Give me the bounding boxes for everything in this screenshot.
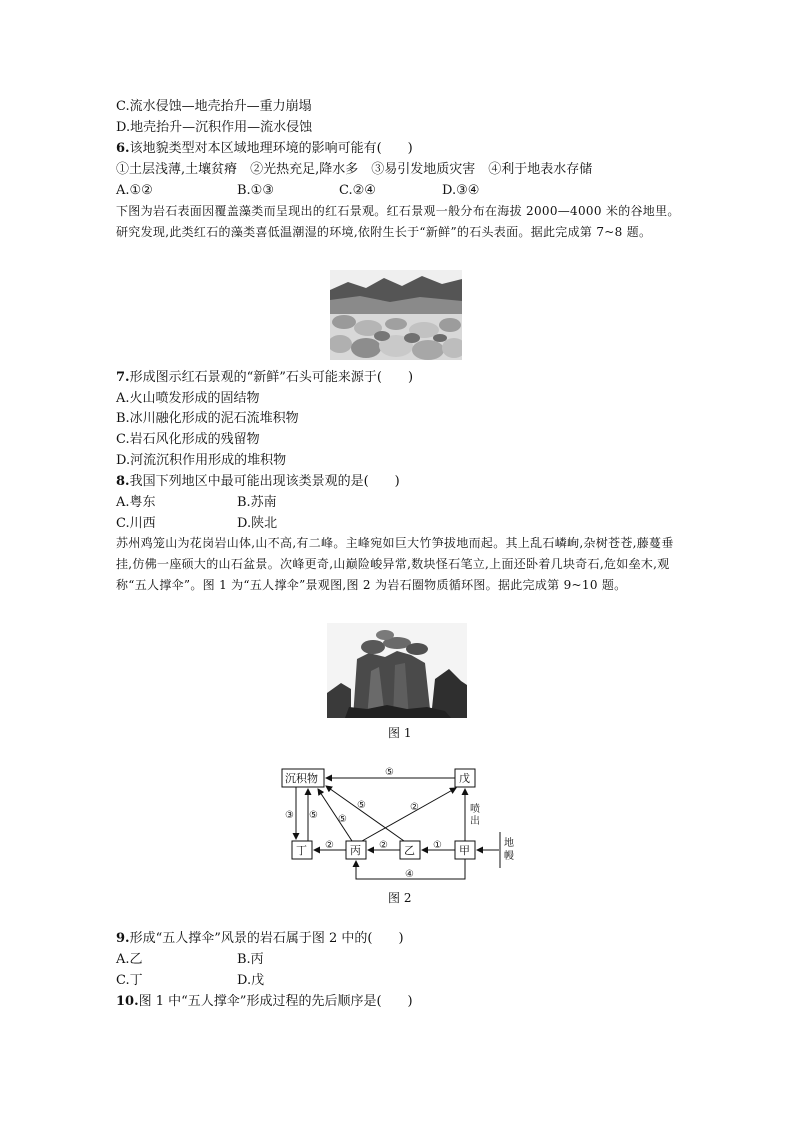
q10-number: 10. xyxy=(116,994,139,1009)
q7-option-d: D.河流沉积作用形成的堆积物 xyxy=(116,453,287,468)
rock-cycle-diagram xyxy=(270,760,530,885)
label-5-bing: ⑤ xyxy=(338,814,347,825)
q6-option-c: C.②④ xyxy=(339,183,376,198)
q8-option-d: D.陕北 xyxy=(237,516,278,531)
label-2-bing: ② xyxy=(379,840,388,851)
q8-option-b: B.苏南 xyxy=(237,495,277,510)
passage-2: 苏州鸡笼山为花岗岩山体,山不高,有二峰。主峰宛如巨大竹笋拔地而起。其上乱石嶙峋,杂树苍苍,藤蔓垂挂,仿佛一座硕大的山石盆景。次峰更奇,山巅险峻异常,数块怪石笔立,上面还卧着几块奇石,危如垒木,观称“五人撑伞”。图 1 为“五人撑伞”景观图,图 2 为岩石圈物质循环图。据此完成第 9~10 题。 xyxy=(116,536,674,592)
label-3-left: ③ xyxy=(285,810,294,821)
q6-stem xyxy=(116,140,413,158)
q6-stem-text: 该地貌类型对本区域地理环境的影响可能有( ) xyxy=(129,141,413,156)
five-men-umbrella-photo xyxy=(327,623,467,718)
node-yi-label: 乙 xyxy=(404,844,415,857)
q6-option-b: B.①③ xyxy=(237,183,274,198)
q9-option-c: C.丁 xyxy=(116,973,143,988)
q7-option-a: A.火山喷发形成的固结物 xyxy=(116,391,260,406)
label-1: ① xyxy=(433,840,442,851)
label-5-top: ⑤ xyxy=(385,767,394,778)
q9-option-a: A.乙 xyxy=(116,952,143,967)
q8-number: 8. xyxy=(116,474,130,489)
q10-stem-text: 图 1 中“五人撑伞”形成过程的先后顺序是( ) xyxy=(138,994,413,1009)
passage-1: 下图为岩石表面因覆盖藻类而呈现出的红石景观。红石景观一般分布在海拔 2000—4000 米的谷地里。研究发现,此类红石的藻类喜低温潮湿的环境,依附生长于“新鲜”的石头表面。据此完成第 7~8 题。 xyxy=(116,204,680,239)
q8-stem-text: 我国下列地区中最可能出现该类景观的是( ) xyxy=(129,474,400,489)
q5-option-d: D.地壳抬升—沉积作用—流水侵蚀 xyxy=(116,120,313,135)
q6-option-d: D.③④ xyxy=(442,183,480,198)
q6-items: ①土层浅薄,土壤贫瘠 ②光热充足,降水多 ③易引发地质灾害 ④利于地表水存储 xyxy=(116,162,593,177)
node-wu-label: 戊 xyxy=(459,772,470,785)
label-5-mid: ⑤ xyxy=(357,800,366,811)
arrow-bing-to-wu xyxy=(362,788,456,841)
label-5-left: ⑤ xyxy=(309,810,318,821)
node-jia-label: 甲 xyxy=(459,844,470,857)
q8-stem xyxy=(116,473,400,491)
q7-number: 7. xyxy=(116,370,130,385)
label-mantle-2: 幔 xyxy=(504,851,514,862)
q9-option-d: D.戊 xyxy=(237,973,265,988)
figure-1-caption: 图 1 xyxy=(388,726,412,740)
q7-stem-text: 形成图示红石景观的“新鲜”石头可能来源于( ) xyxy=(129,370,414,385)
label-eruption-1: 喷 xyxy=(470,804,480,815)
q7-stem xyxy=(116,369,413,387)
red-stone-photo xyxy=(330,270,462,360)
label-eruption-2: 出 xyxy=(470,816,480,827)
q9-number: 9. xyxy=(116,931,130,946)
q8-option-c: C.川西 xyxy=(116,516,156,531)
label-2-ding: ② xyxy=(325,840,334,851)
figure-2-caption: 图 2 xyxy=(388,891,412,905)
q6-option-a: A.①② xyxy=(116,183,153,198)
label-2-diag: ② xyxy=(410,802,419,813)
node-bing-label: 丙 xyxy=(350,844,361,857)
node-sediment-label: 沉积物 xyxy=(285,772,318,785)
label-4: ④ xyxy=(405,869,414,880)
q9-stem-text: 形成“五人撑伞”风景的岩石属于图 2 中的( ) xyxy=(129,931,404,946)
q7-option-c: C.岩石风化形成的残留物 xyxy=(116,432,260,447)
q8-option-a: A.粤东 xyxy=(116,495,156,510)
q7-option-b: B.冰川融化形成的泥石流堆积物 xyxy=(116,411,299,426)
q9-stem xyxy=(116,930,404,948)
q10-stem xyxy=(116,993,413,1011)
node-ding-label: 丁 xyxy=(296,844,307,857)
q6-number: 6. xyxy=(116,141,130,156)
q5-option-c: C.流水侵蚀—地壳抬升—重力崩塌 xyxy=(116,99,312,114)
q9-option-b: B.丙 xyxy=(237,952,264,967)
label-mantle-1: 地 xyxy=(504,838,514,849)
